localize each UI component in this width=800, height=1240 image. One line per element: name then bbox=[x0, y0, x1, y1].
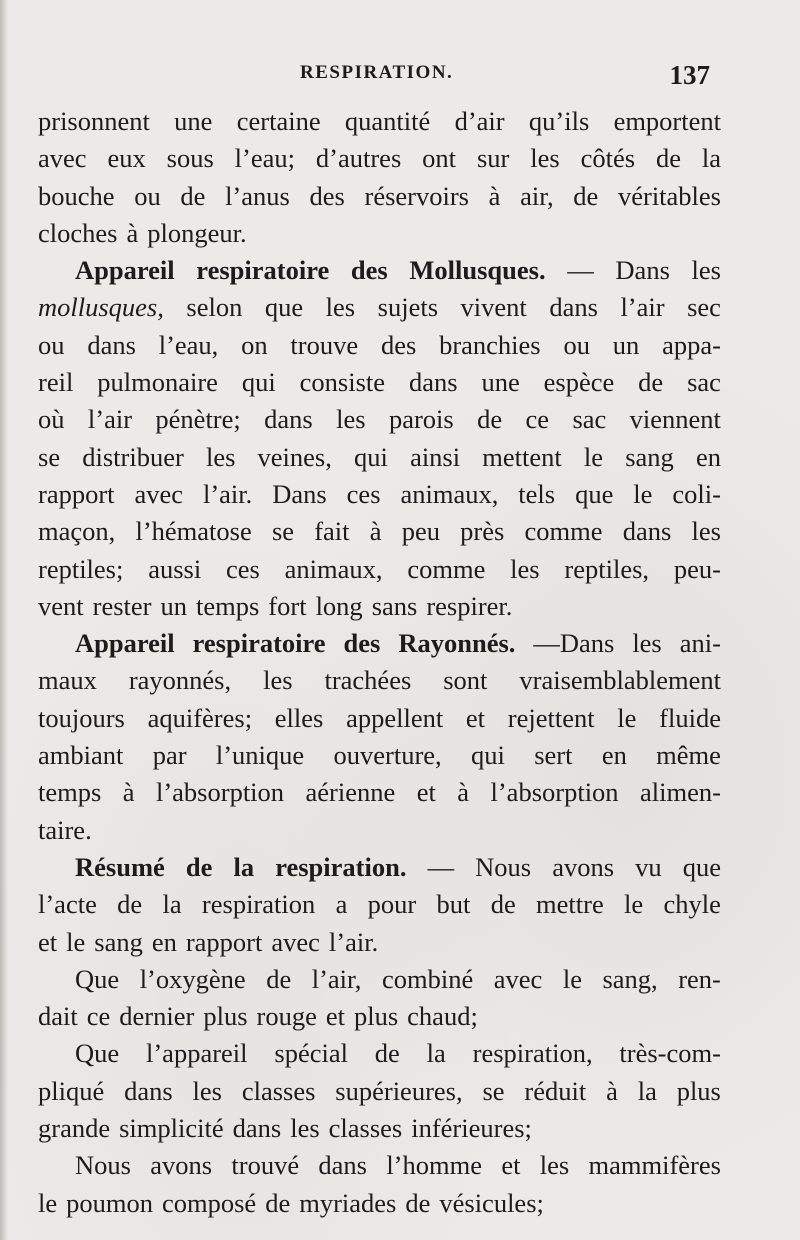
text-line: reil pulmonaire qui consiste dans une espèce de sac bbox=[38, 367, 721, 398]
running-head: RESPIRATION. bbox=[300, 62, 454, 83]
section-heading: Résumé bbox=[75, 851, 165, 882]
text-line: prisonnent une certaine quantité d’air qu’ils emportent bbox=[38, 106, 721, 136]
text-line: toujours aquifères; elles appellent et rejettent le fluide bbox=[38, 702, 721, 733]
section-heading-line: Résumé de la respiration. — Nous avons vu que bbox=[38, 849, 721, 886]
section-heading: Appareil bbox=[75, 255, 175, 286]
text-line: Que l’oxygène de l’air, combiné avec le sang, ren- bbox=[75, 963, 721, 994]
section-heading: Appareil bbox=[75, 628, 175, 659]
text-line: l’acte de la respiration a pour but de mettre le chyle bbox=[38, 889, 721, 920]
text-line: le poumon composé de myriades de vésicules; bbox=[38, 1187, 544, 1218]
page-number: 137 bbox=[669, 60, 710, 90]
text-line: mollusques, selon que les sujets vivent dans l’air sec bbox=[38, 289, 721, 326]
text-line: pliqué dans les classes supérieures, se réduit à la plus bbox=[38, 1075, 721, 1106]
text-line: cloches à plongeur. bbox=[38, 217, 247, 248]
text-line: maux rayonnés, les trachées sont vraisemblablement bbox=[38, 665, 721, 696]
text-line: ambiant par l’unique ouverture, qui sert en même bbox=[38, 740, 721, 771]
text-line: Que l’appareil spécial de la respiration, très-com- bbox=[75, 1038, 721, 1069]
body-text bbox=[38, 103, 721, 1222]
text-line: rapport avec l’air. Dans ces animaux, tels que le coli- bbox=[38, 478, 721, 509]
section-heading-line: Appareil respiratoire des Rayonnés. —Dans les ani- bbox=[38, 625, 721, 662]
text-line: maçon, l’hématose se fait à peu près comme dans les bbox=[38, 516, 721, 547]
text-line: dait ce dernier plus rouge et plus chaud; bbox=[38, 1001, 478, 1032]
text-line: temps à l’absorption aérienne et à l’absorption alimen- bbox=[38, 777, 721, 808]
text-line: taire. bbox=[38, 814, 92, 845]
text-line: vent rester un temps fort long sans respirer. bbox=[38, 590, 513, 621]
text-line: bouche ou de l’anus des réservoirs à air, de véritables bbox=[38, 180, 721, 211]
text-line: Nous avons trouvé dans l’homme et les mammifères bbox=[75, 1150, 721, 1181]
section-heading-line: Appareil respiratoire des Mollusques. — Dans les bbox=[38, 252, 721, 289]
text-line: avec eux sous l’eau; d’autres ont sur les côtés de la bbox=[38, 143, 721, 174]
text-line: grande simplicité dans les classes inférieures; bbox=[38, 1113, 532, 1144]
text-line: et le sang en rapport avec l’air. bbox=[38, 926, 379, 957]
text-line: où l’air pénètre; dans les parois de ce sac viennent bbox=[38, 404, 721, 435]
text-line: reptiles; aussi ces animaux, comme les reptiles, peu- bbox=[38, 553, 721, 584]
italic-term: mollusques, bbox=[38, 292, 164, 323]
page-edge-shadow bbox=[0, 0, 8, 1240]
text-line: se distribuer les veines, qui ainsi mettent le sang en bbox=[38, 441, 721, 472]
text-line: ou dans l’eau, on trouve des branchies ou un appa- bbox=[38, 329, 721, 360]
